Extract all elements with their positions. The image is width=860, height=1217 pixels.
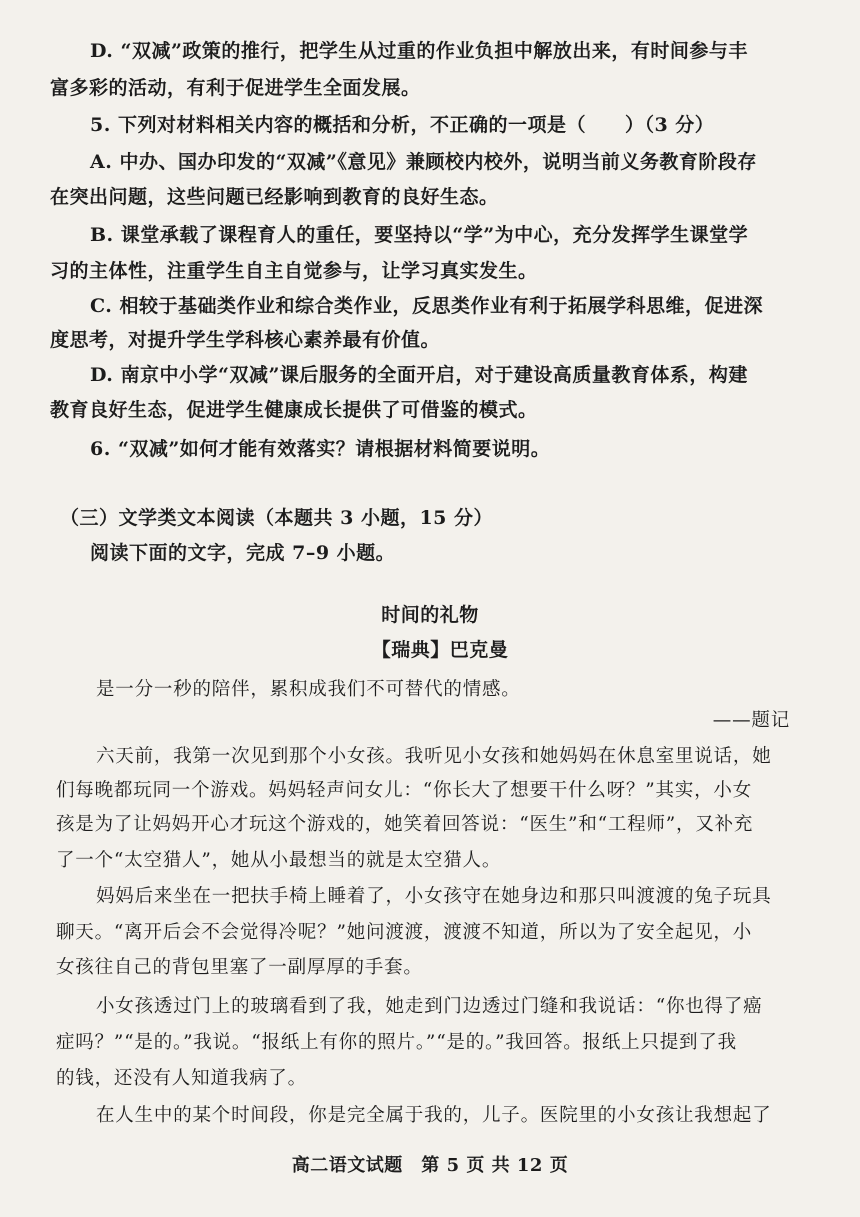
q5-option-a-line2: 在突出问题，这些问题已经影响到教育的良好生态。 — [50, 186, 499, 208]
story-title: 时间的礼物 — [381, 604, 479, 626]
story-p1-line1: 六天前，我第一次见到那个小女孩。我听见小女孩和她妈妈在休息室里说话，她 — [96, 746, 772, 767]
q6-stem: 6. “双减”如何才能有效落实？请根据材料简要说明。 — [90, 438, 551, 460]
q5-option-c-line1: C. 相较于基础类作业和综合类作业，反思类作业有利于拓展学科思维，促进深 — [90, 295, 764, 317]
story-p2-line2: 聊天。“离开后会不会觉得冷呢？”她问渡渡，渡渡不知道，所以为了安全起见，小 — [56, 922, 753, 943]
q5-option-d-line1: D. 南京中小学“双减”课后服务的全面开启，对于建设高质量教育体系，构建 — [90, 364, 748, 386]
story-p1-line2: 们每晚都玩同一个游戏。妈妈轻声问女儿：“你长大了想要干什么呀？”其实，小女 — [56, 780, 753, 801]
story-p1-line4: 了一个“太空猎人”，她从小最想当的就是太空猎人。 — [56, 850, 502, 871]
page-footer: 高二语文试题 第 5 页 共 12 页 — [291, 1155, 569, 1176]
story-p2-line1: 妈妈后来坐在一把扶手椅上睡着了，小女孩守在她身边和那只叫渡渡的兔子玩具 — [96, 886, 772, 907]
story-p2-line3: 女孩往自己的背包里塞了一副厚厚的手套。 — [56, 957, 423, 978]
q5-option-a-line1: A. 中办、国办印发的“双减”《意见》兼顾校内校外，说明当前义务教育阶段存 — [90, 151, 757, 173]
q5-option-b-line2: 习的主体性，注重学生自主自觉参与，让学习真实发生。 — [50, 260, 538, 282]
q5-option-c-line2: 度思考，对提升学生学科核心素养最有价值。 — [50, 329, 441, 351]
story-epigraph: 是一分一秒的陪伴，累积成我们不可替代的情感。 — [96, 679, 521, 700]
q4-option-d-line2: 富多彩的活动，有利于促进学生全面发展。 — [50, 77, 421, 99]
section3-instruction: 阅读下面的文字，完成 7–9 小题。 — [90, 542, 396, 564]
q5-option-b-line1: B. 课堂承载了课程育人的重任，要坚持以“学”为中心，充分发挥学生课堂学 — [90, 224, 749, 246]
q5-stem: 5. 下列对材料相关内容的概括和分析，不正确的一项是（ ）（3 分） — [90, 114, 715, 136]
story-p3-line3: 的钱，还没有人知道我病了。 — [56, 1068, 307, 1089]
story-epigraph-label: ——题记 — [712, 710, 790, 731]
story-p1-line3: 孩是为了让妈妈开心才玩这个游戏的，她笑着回答说：“医生”和“工程师”，又补充 — [56, 814, 754, 835]
story-author: 【瑞典】巴克曼 — [371, 639, 509, 661]
story-p4-line1: 在人生中的某个时间段，你是完全属于我的，儿子。医院里的小女孩让我想起了 — [96, 1105, 772, 1126]
section3-heading: （三）文学类文本阅读（本题共 3 小题，15 分） — [60, 507, 494, 529]
q4-option-d-line1: D. “双减”政策的推行，把学生从过重的作业负担中解放出来，有时间参与丰 — [90, 40, 748, 62]
story-p3-line1: 小女孩透过门上的玻璃看到了我，她走到门边透过门缝和我说话：“你也得了癌 — [96, 996, 763, 1017]
story-p3-line2: 症吗？”“是的。”我说。“报纸上有你的照片。”“是的。”我回答。报纸上只提到了我 — [56, 1032, 737, 1053]
q5-option-d-line2: 教育良好生态，促进学生健康成长提供了可借鉴的模式。 — [50, 399, 538, 421]
